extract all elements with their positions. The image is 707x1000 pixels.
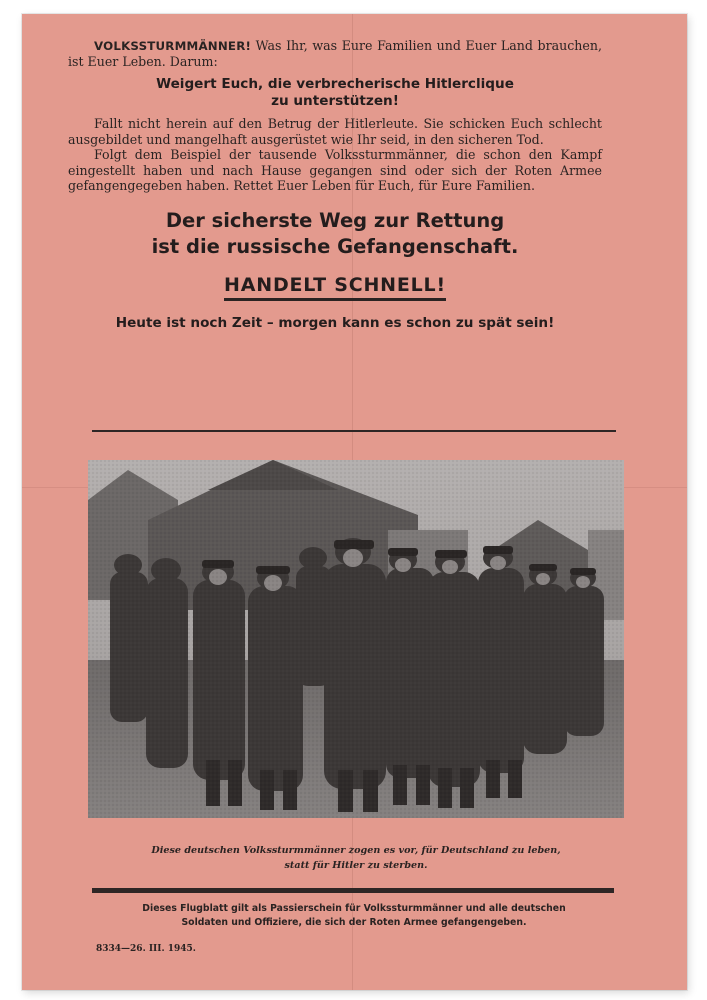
- opening-paragraph: [68, 38, 602, 70]
- photograph-illustration: [88, 460, 624, 818]
- opening-text: Was Ihr, was Eure Familien und Euer Land brauchen, ist Euer Leben. Darum:: [68, 38, 602, 69]
- pass-notice: [90, 902, 618, 930]
- photo-caption: [90, 843, 622, 873]
- notice-line-1: Dieses Flugblatt gilt als Passierschein für Volkssturmmänner und alle deutschen: [142, 903, 566, 914]
- divider-rule-bottom: [92, 888, 614, 893]
- headline: [68, 208, 602, 260]
- divider-rule-top: [92, 430, 616, 432]
- opening-bold: VOLKSSTURMMÄNNER!: [94, 39, 252, 53]
- paragraph-1: Fallt nicht herein auf den Betrug der Hitlerleute. Sie schicken Euch schlecht ausgebildet und mangelhaft ausgerüstet wie Ihr seid, in den sicheren Tod.: [68, 116, 602, 147]
- subheading: [68, 76, 602, 110]
- subheading-line-2: zu unterstützen!: [271, 93, 399, 109]
- print-code: 8334—26. III. 1945.: [96, 944, 196, 954]
- caption-line-1: Diese deutschen Volkssturmmänner zogen es vor, für Deutschland zu leben,: [151, 845, 561, 856]
- subheading-line-1: Weigert Euch, die verbrecherische Hitlerclique: [156, 76, 514, 92]
- caption-line-2: statt für Hitler zu sterben.: [284, 860, 428, 871]
- notice-line-2: Soldaten und Offiziere, die sich der Roten Armee gefangengeben.: [181, 917, 527, 928]
- call-to-action: HANDELT SCHNELL!: [224, 274, 446, 301]
- headline-line-2: ist die russische Gefangenschaft.: [151, 234, 519, 258]
- paragraph-2: Folgt dem Beispiel der tausende Volkssturmmänner, die schon den Kampf eingestellt haben und nach Hause gegangen sind oder sich der Roten Armee gefangengegeben haben. Rettet Euer Leben für Euch, für Eure Familien.: [68, 147, 602, 193]
- call-to-action-wrap: [68, 274, 602, 301]
- urgency-line: Heute ist noch Zeit – morgen kann es schon zu spät sein!: [115, 314, 555, 331]
- leaflet-text-block: [68, 38, 602, 331]
- headline-line-1: Der sicherste Weg zur Rettung: [165, 208, 505, 232]
- photograph-prisoners: [88, 460, 624, 818]
